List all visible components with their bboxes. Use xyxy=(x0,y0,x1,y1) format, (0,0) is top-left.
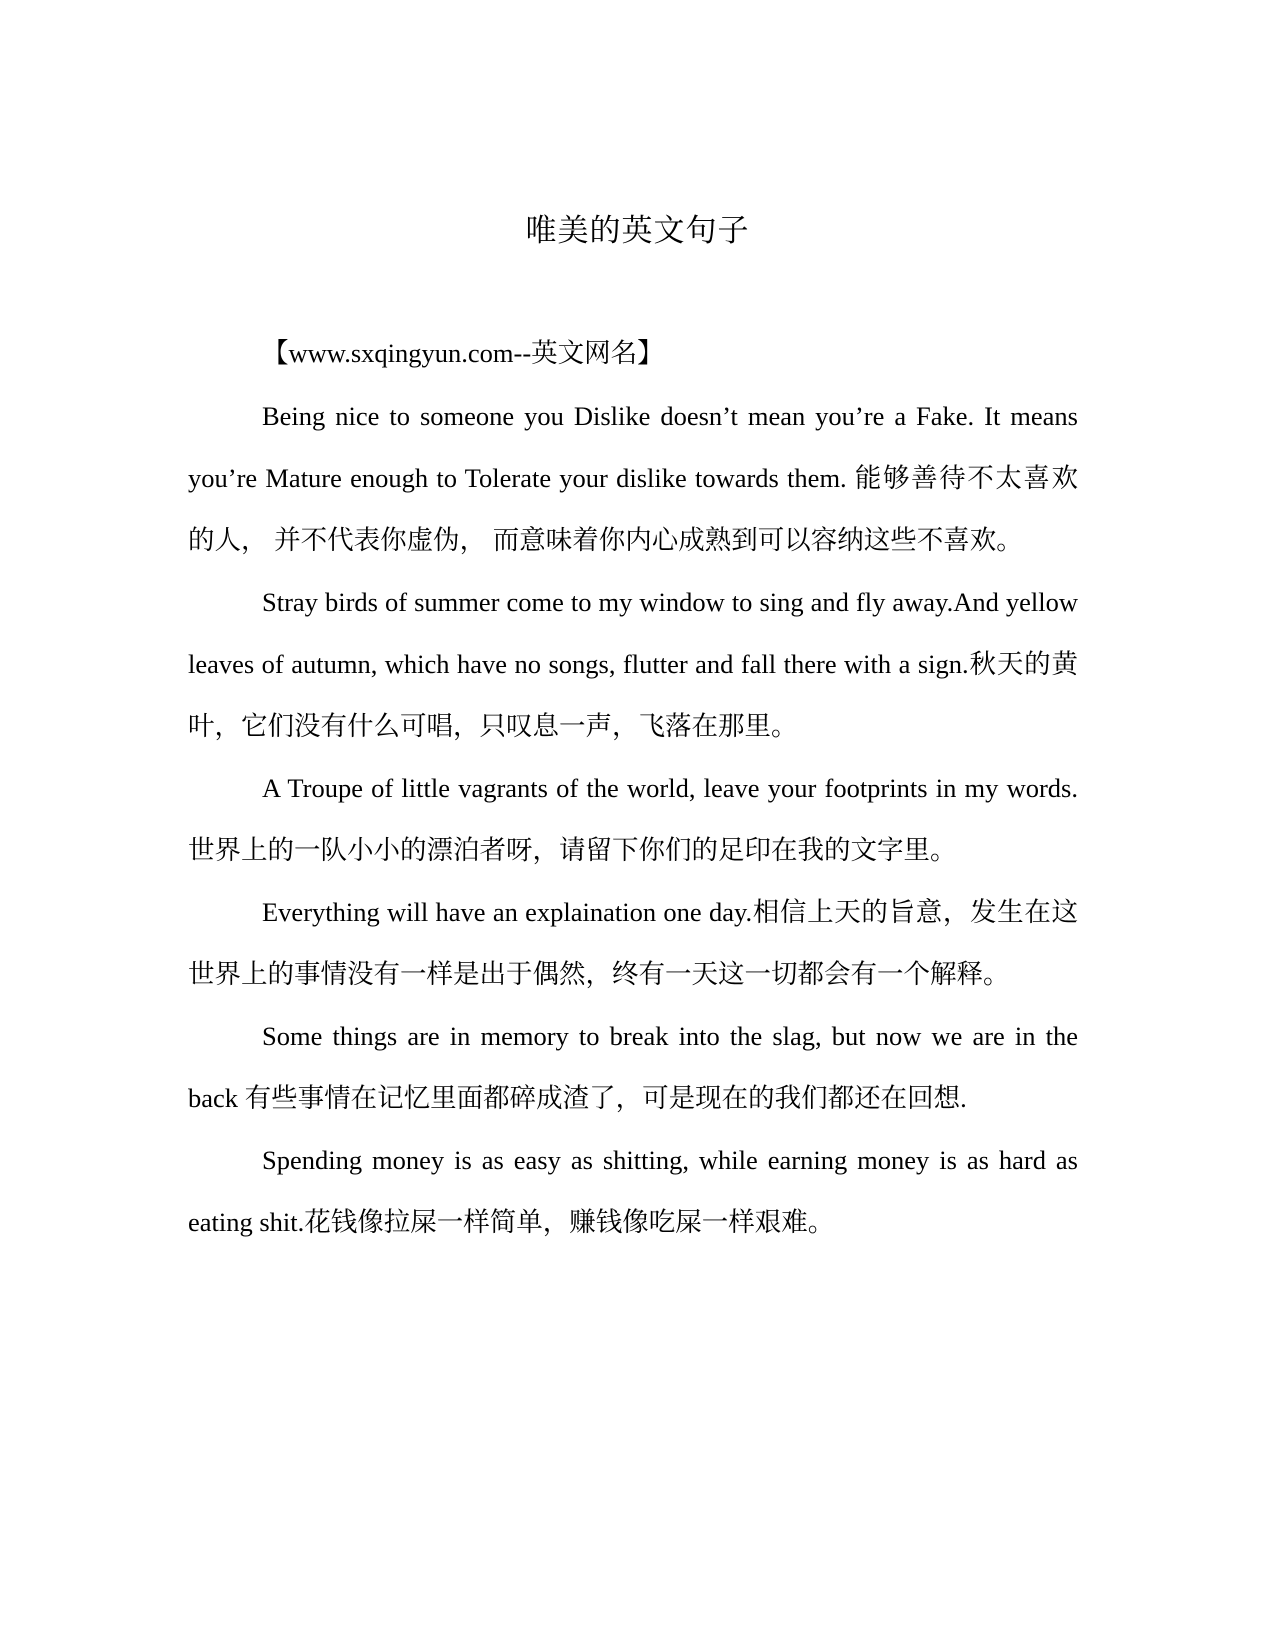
paragraph: A Troupe of little vagrants of the world, leave your footprints in my words.世界上的一队小小的漂泊者呀，请留下你们的足印在我的文字里。 xyxy=(188,773,1078,865)
paragraph: Some things are in memory to break into the slag, but now we are in the back 有些事情在记忆里面都碎成渣了，可是现在的我们都还在回想. xyxy=(188,1021,1078,1113)
source-close-bracket: 】 xyxy=(637,338,664,369)
source-link-text: www.sxqingyun.com--英文网名 xyxy=(288,338,638,368)
paragraph: Stray birds of summer come to my window to sing and fly away.And yellow leaves of autumn, which have no songs, flutter and fall there with a sign.秋天的黄叶，它们没有什么可唱，只叹息一声，飞落在那里。 xyxy=(188,587,1078,741)
paragraph: Everything will have an explaination one day.相信上天的旨意，发生在这世界上的事情没有一样是出于偶然，终有一天这一切都会有一个解释。 xyxy=(188,897,1078,989)
paragraph: Spending money is as easy as shitting, while earning money is as hard as eating shit.花钱像拉屎一样简单，赚钱像吃屎一样艰难。 xyxy=(188,1145,1078,1237)
paragraph: Being nice to someone you Dislike doesn’t mean you’re a Fake. It means you’re Mature enough to Tolerate your dislike towards them. 能够善待不太喜欢的人， 并不代表你虚伪， 而意味着你内心成熟到可以容纳这些不喜欢。 xyxy=(188,401,1078,555)
source-open-bracket: 【 xyxy=(262,338,289,369)
document-title: 唯美的英文句子 xyxy=(525,213,750,249)
document-body xyxy=(188,322,1078,1253)
source-line xyxy=(188,322,1078,385)
